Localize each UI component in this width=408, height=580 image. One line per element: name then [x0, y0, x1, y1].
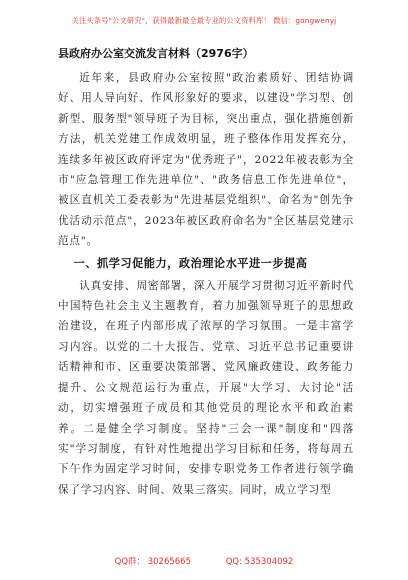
header-banner: 关注头条号"公文研究"，获得最新最全最专业的公文资料库！ 微信：gongwenyj [71, 16, 337, 25]
footer-contact [0, 555, 408, 567]
document-page [58, 46, 354, 536]
qq-group-text: QQ群： 30265665 [114, 557, 192, 567]
section-heading: 一、抓学习促能力，政治理论水平进一步提高 [73, 256, 308, 270]
document-title: 县政府办公室交流发言材料（2976字） [58, 47, 254, 60]
intro-paragraph: 近年来，县政府办公室按照"政治素质好、团结协调好、用人导向好、作风形象好的要求，以建设"学习型、创新型、服务型"领导班子为目标，突出重点，强化措施创新方法，机关党建工作成效明显，班子整体作用发挥充分，连续多年被区政府评定为"优秀班子"，2022年被表彰为全市"应急管理工作先进单位"、"政务信息工作先进单位"，被区直机关工委表彰为"先进基层党组织"、命名为"创先争优活动示范点"，2023年被区政府命名为"全区基层党建示范点"。 [58, 72, 354, 248]
qq-number-text: QQ: 535304092 [225, 557, 294, 567]
section-paragraph: 认真安排、周密部署，深入开展学习贯彻习近平新时代中国特色社会主义主题教育，着力加强领导班子的思想政治建设，在班子内部形成了浓厚的学习氛围。一是丰富学习内容。以党的二十大报告、党章、习近平总书记重要讲话精神和市、区重要决策部署、党风廉政建设、政务能力提升、公文规范运行为重点，开展"大学习、大讨论"活动，切实增强班子成员和其他党员的理论水平和政治素养。二是健全学习制度。坚持"三会一课"制度和"四落实"学习制度，有针对性地提出学习目标和任务，将每周五下午作为固定学习时间，安排专职党务工作者进行领学确保了学习内容、时间、效果三落实。同时，成立学习型 [58, 279, 354, 496]
